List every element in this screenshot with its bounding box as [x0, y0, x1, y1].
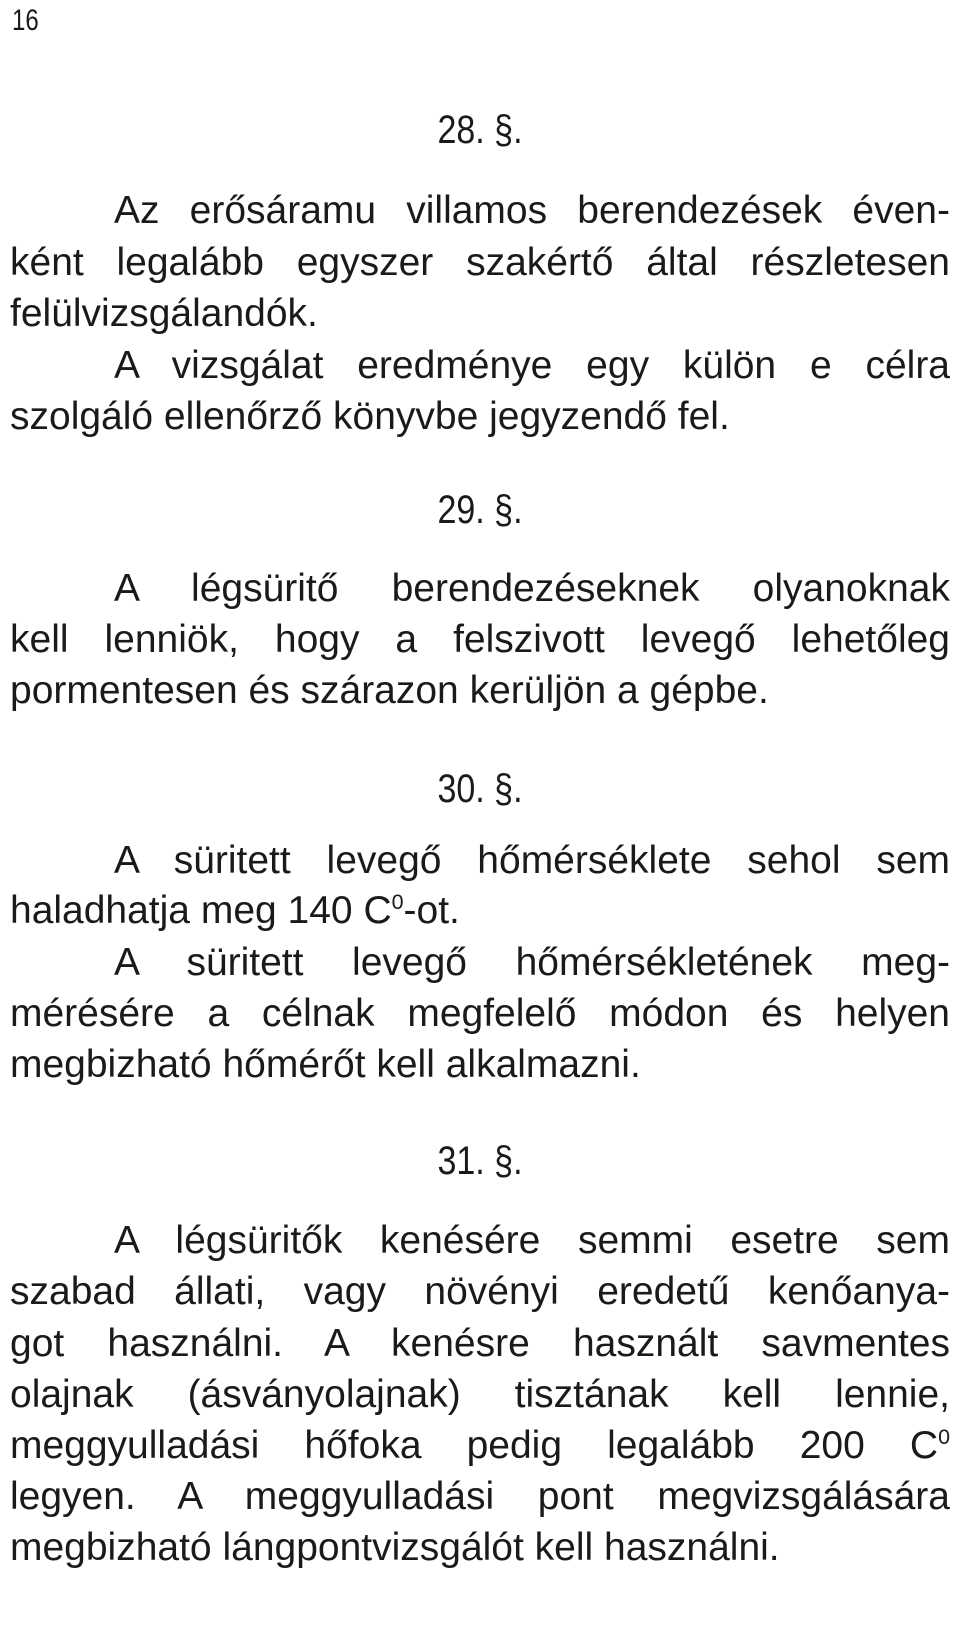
paragraph-line: olajnak (ásványolajnak) tisztának kell lennie, [10, 1373, 950, 1416]
paragraph-line: A légsüritők kenésére semmi esetre sem [114, 1219, 950, 1262]
section-heading: 31. §. [437, 1139, 523, 1183]
paragraph-line: kell lenniök, hogy a felszivott levegő lehetőleg [10, 618, 950, 661]
section-heading: 28. §. [437, 108, 523, 152]
degree-superscript: 0 [391, 890, 404, 914]
line-text: -ot. [403, 889, 460, 932]
section-heading: 30. §. [437, 767, 523, 811]
paragraph-line: A vizsgálat eredménye egy külön e célra [114, 344, 950, 387]
line-text: haladhatja meg 140 C [10, 889, 392, 932]
paragraph-line: megbizható hőmérőt kell alkalmazni. [10, 1043, 641, 1086]
paragraph-line: A süritett levegő hőmérséklete sehol sem [114, 839, 950, 882]
paragraph-line: pormentesen és szárazon kerüljön a gépbe. [10, 669, 769, 712]
degree-superscript: 0 [938, 1425, 950, 1449]
paragraph-line: mérésére a célnak megfelelő módon és helyen [10, 992, 950, 1035]
paragraph-line: szolgáló ellenőrző könyvbe jegyzendő fel. [10, 395, 730, 438]
section-heading: 29. §. [437, 488, 523, 532]
paragraph-line: szabad állati, vagy növényi eredetű kenőanya- [10, 1270, 950, 1313]
paragraph-line: A légsüritő berendezéseknek olyanoknak [114, 567, 950, 610]
paragraph-line: legyen. A meggyulladási pont megvizsgálására [10, 1475, 950, 1518]
page-number: 16 [12, 4, 39, 37]
paragraph-line [10, 1423, 950, 1469]
paragraph-line [10, 888, 950, 934]
paragraph-line: megbizható lángpontvizsgálót kell használni. [10, 1526, 780, 1569]
paragraph-line: got használni. A kenésre használt savmentes [10, 1322, 950, 1365]
paragraph-line: A süritett levegő hőmérsékletének meg- [114, 941, 950, 984]
paragraph-line: ként legalább egyszer szakértő által részletesen [10, 241, 950, 284]
line-text: meggyulladási hőfoka pedig legalább 200 C [10, 1424, 939, 1467]
paragraph-line: Az erősáramu villamos berendezések éven- [114, 189, 950, 232]
paragraph-line: felülvizsgálandók. [10, 292, 318, 335]
